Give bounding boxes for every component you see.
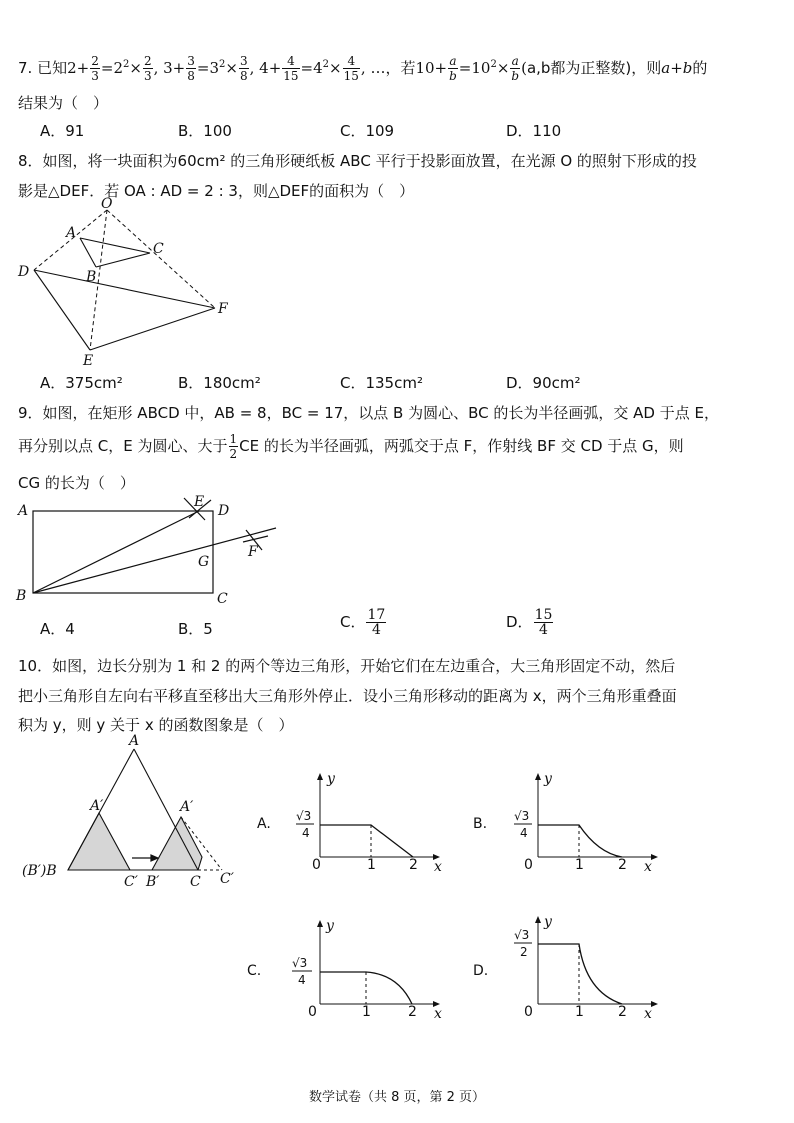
q8-option-c[interactable]: C．135cm² <box>340 374 423 392</box>
q7-line2: 结果为（ ） <box>18 94 109 112</box>
graph-c-y-axis: y <box>326 918 334 934</box>
graph-d-ytick-den: 2 <box>520 945 528 959</box>
graph-a-ytick-den: 4 <box>302 826 310 840</box>
graph-c-ytick-num: √3 <box>292 956 308 970</box>
label-o: O <box>101 196 113 212</box>
graph-a-label: A. <box>257 816 271 832</box>
q10-graph-b[interactable] <box>468 765 668 880</box>
graph-c-xtick-0: 0 <box>308 1004 317 1020</box>
graph-b-ytick-num: √3 <box>514 809 530 823</box>
graph-c-ytick-den: 4 <box>298 973 306 987</box>
label-d: D <box>18 264 30 280</box>
graph-b-x-axis: x <box>644 859 652 875</box>
q8-option-a[interactable]: A．375cm² <box>40 374 123 392</box>
graph-d-y-axis: y <box>544 914 552 930</box>
page-footer: 数学试卷（共 8 页，第 2 页） <box>308 1090 486 1105</box>
q9-option-c[interactable]: C． $\frac{17}{4}$ <box>340 607 386 638</box>
graph-c-xtick-2: 2 <box>408 1004 417 1020</box>
graph-b-y-axis: y <box>544 771 552 787</box>
label-b-prime: B′ <box>146 874 160 890</box>
graph-d-x-axis: x <box>644 1006 652 1022</box>
graph-a-x-axis: x <box>434 859 442 875</box>
q8-figure <box>0 195 260 370</box>
graph-b-label: B. <box>473 816 488 832</box>
graph-d-ytick-num: √3 <box>514 928 530 942</box>
label-c: C <box>153 241 164 257</box>
q8-line1: 8．如图，将一块面积为60cm² 的三角形硬纸板 ABC 平行于投影面放置，在光源 O 的照射下形成的投 <box>18 152 697 170</box>
graph-d-xtick-2: 2 <box>618 1004 627 1020</box>
graph-b-xtick-2: 2 <box>618 857 627 873</box>
label-b: B <box>16 588 27 604</box>
q9-figure <box>0 494 300 610</box>
q9-line1: 9．如图，在矩形 ABCD 中，AB = 8，BC = 17，以点 B 为圆心、BC 的长为半径画弧，交 AD 于点 E， <box>18 404 719 422</box>
label-c: C <box>190 874 201 890</box>
graph-d-label: D. <box>473 963 489 979</box>
q10-graph-d[interactable] <box>468 912 668 1027</box>
q9-line2: 再分别以点 C，E 为圆心、大于 $\frac{1}{2}$ CE 的长为半径画弧，两弧交于点 F，作射线 BF 交 CD 于点 G，则 <box>18 432 684 461</box>
q9-option-d[interactable]: D． $\frac{15}{4}$ <box>506 607 553 638</box>
q10-triangle-figure <box>0 733 250 890</box>
graph-a-xtick-0: 0 <box>312 857 321 873</box>
label-f: F <box>218 301 228 317</box>
graph-c-x-axis: x <box>434 1006 442 1022</box>
q10-line1: 10．如图，边长分别为 1 和 2 的两个等边三角形，开始它们在左边重合，大三角形固定不动，然后 <box>18 657 676 675</box>
label-c-prime-right: C′ <box>220 871 234 887</box>
graph-a-xtick-2: 2 <box>409 857 418 873</box>
graph-d-xtick-1: 1 <box>575 1004 584 1020</box>
graph-b-xtick-1: 1 <box>575 857 584 873</box>
q8-option-d[interactable]: D．90cm² <box>506 374 581 392</box>
q8-option-b[interactable]: B．180cm² <box>178 374 261 392</box>
q7-option-a[interactable]: A．91 <box>40 122 85 140</box>
label-a: A <box>18 503 29 519</box>
label-b-prime-b: (B′)B <box>22 863 57 879</box>
q10-graph-a[interactable] <box>250 765 450 880</box>
graph-a-xtick-1: 1 <box>367 857 376 873</box>
graph-d-xtick-0: 0 <box>524 1004 533 1020</box>
q7-option-d[interactable]: D．110 <box>506 122 562 140</box>
label-d: D <box>218 503 230 519</box>
label-a: A <box>129 733 140 749</box>
graph-b-xtick-0: 0 <box>524 857 533 873</box>
label-f: F <box>248 544 258 560</box>
label-c-prime-left: C′ <box>124 874 138 890</box>
label-a: A <box>66 225 77 241</box>
label-c: C <box>217 591 228 607</box>
q10-line3: 积为 y，则 y 关于 x 的函数图象是（ ） <box>18 716 294 734</box>
q10-line2: 把小三角形自左向右平移直至移出大三角形外停止．设小三角形移动的距离为 x，两个三角形重叠面 <box>18 687 677 705</box>
label-e: E <box>83 353 94 369</box>
q8-line2: 影是△DEF．若 OA : AD = 2 : 3，则△DEF的面积为（ ） <box>18 182 415 200</box>
label-g: G <box>198 554 210 570</box>
label-a-prime-right: A′ <box>180 799 194 815</box>
label-e: E <box>194 494 205 510</box>
label-a-prime-left: A′ <box>90 798 104 814</box>
q7-option-c[interactable]: C．109 <box>340 122 395 140</box>
q9-option-a[interactable]: A．4 <box>40 620 75 638</box>
q9-option-b[interactable]: B．5 <box>178 620 213 638</box>
graph-a-y-axis: y <box>327 771 335 787</box>
graph-c-label: C. <box>247 963 262 979</box>
q9-line3: CG 的长为（ ） <box>18 474 135 492</box>
q10-graph-c[interactable] <box>240 912 450 1027</box>
label-b: B <box>86 269 97 285</box>
q7-option-b[interactable]: B．100 <box>178 122 232 140</box>
graph-a-ytick-num: √3 <box>296 809 312 823</box>
graph-c-xtick-1: 1 <box>362 1004 371 1020</box>
graph-b-ytick-den: 4 <box>520 826 528 840</box>
q7-line1: 7. 已知2+ $\frac{2}{3}$ $=2^2\times$ $\frac{2}{3}$ , 3+ $\frac{3}{8}$ $=3^2\times$ $\frac{3}{8}$ , 4+ $\frac{4}{15}$ $=4^2\times$ $\frac{4}{15}$ , …，若10+ $\frac{a}{b}$ $=10^2\times$ $\frac{a}{b}$ (a,b都为正整数)，则a+b的 <box>18 54 708 83</box>
